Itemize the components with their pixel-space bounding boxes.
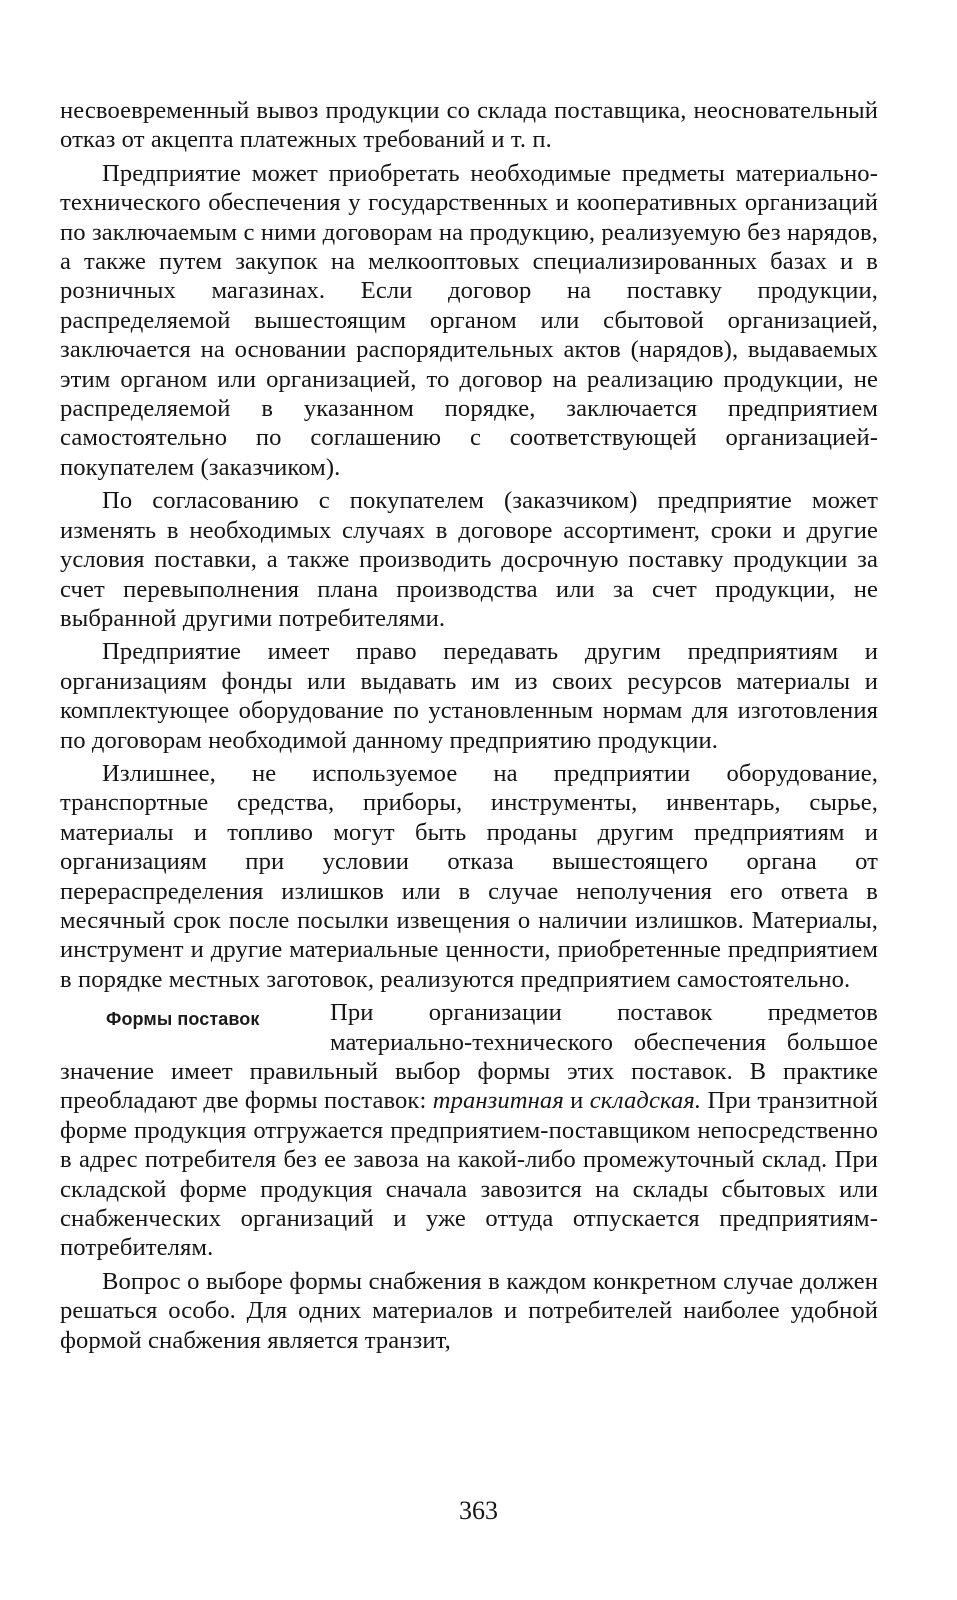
page-body: [60, 96, 878, 1355]
term-transit: транзитная: [432, 1087, 564, 1115]
section-conjunction: и: [563, 1087, 590, 1115]
paragraph-continuation: несвоевременный вывоз продукции со склада поставщика, неосновательный отказ от акцепта платежных требований и т. п.: [60, 97, 878, 154]
paragraph-surplus-sale: Излишнее, не используемое на предприятии оборудование, транспортные средства, приборы, инструменты, инвентарь, сырье, материалы и топливо могут быть проданы другим предприятиям и организациям при условии отказа вышестоящего органа от перераспределения излишков или в случае неполучения его ответа в месячный срок после посылки извещения о наличии излишков. Материалы, инструмент и другие материальные ценности, приобретенные предприятием в порядке местных заготовок, реализуются предприятием самостоятельно.: [60, 759, 878, 993]
paragraph-supply-choice: Вопрос о выборе формы снабжения в каждом конкретном случае должен решаться особо. Для одних материалов и потребителей наиболее удобной формой снабжения является транзит,: [60, 1267, 878, 1354]
page-number: 363: [459, 1496, 498, 1525]
section-supply-forms: [60, 998, 878, 1263]
section-heading: Формы поставок: [106, 1009, 260, 1030]
section-text-start: При организации поставок предметов материально-технического обеспечения большое значение имеет правильный выбор формы этих поставок. В практике преобладают две формы поставок:: [60, 999, 878, 1115]
term-warehouse: складская.: [589, 1087, 702, 1115]
section-text-end: При транзитной форме продукция отгружается предприятием-поставщиком непосредственно в адрес потребителя без ее завоза на какой-либо промежуточный склад. При складской форме продукция сначала завозится на склады сбытовых или снабженческих организаций и уже оттуда отпускается предприятиям-потребителям.: [60, 1087, 878, 1262]
paragraph-agreement-changes: По согласованию с покупателем (заказчиком) предприятие может изменять в необходимых случаях в договоре ассортимент, сроки и другие условия поставки, а также производить досрочную поставку продукции за счет перевыполнения плана производства или за счет продукции, не выбранной другими потребителями.: [60, 487, 878, 632]
paragraph-procurement: Предприятие может приобретать необходимые предметы материально-технического обеспечения у государственных и кооперативных организаций по заключаемым с ними договорам на продукцию, реализуемую без нарядов, а также путем закупок на мелкооптовых специализированных базах и в розничных магазинах. Если договор на поставку продукции, распределяемой вышестоящим органом или сбытовой организацией, заключается на основании распорядительных актов (нарядов), выдаваемых этим органом или организацией, то договор на реализацию продукции, не распределяемой в указанном порядке, заключается предприятием самостоятельно по соглашению с соответствующей организацией-покупателем (заказчиком).: [60, 159, 878, 481]
paragraph-fund-transfer: Предприятие имеет право передавать другим предприятиям и организациям фонды или выдавать им из своих ресурсов материалы и комплектующее оборудование по установленным нормам для изготовления по договорам необходимой данному предприятию продукции.: [60, 638, 878, 754]
